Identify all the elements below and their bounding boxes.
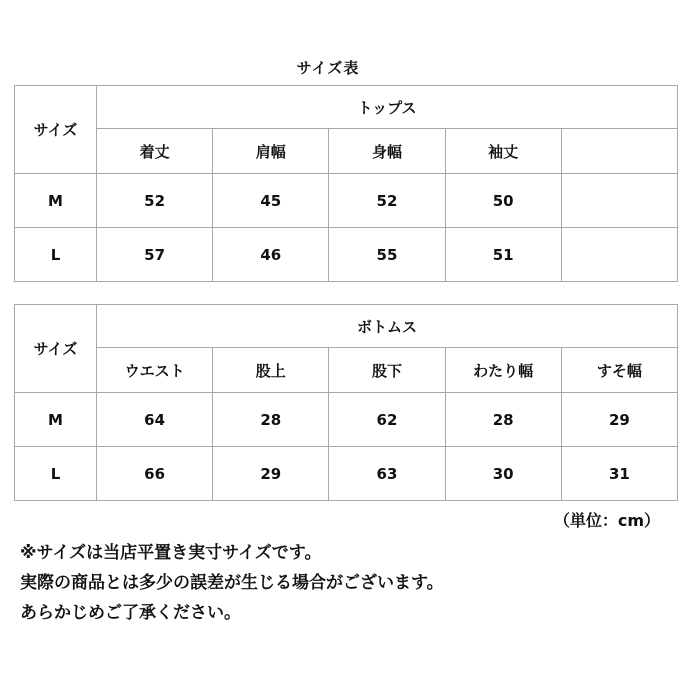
- column-header: 股下: [329, 348, 445, 393]
- value-cell: 52: [329, 174, 445, 228]
- table-row: [15, 174, 678, 228]
- column-header-row: [15, 348, 678, 393]
- value-cell: 28: [213, 393, 329, 447]
- column-header: 身幅: [329, 129, 445, 174]
- value-cell: [561, 174, 677, 228]
- tops-size-table: [14, 85, 678, 282]
- value-cell: 52: [97, 174, 213, 228]
- value-cell: 29: [561, 393, 677, 447]
- table-header-row: [15, 305, 678, 348]
- value-cell: 30: [445, 447, 561, 501]
- group-label-cell: トップス: [97, 86, 678, 129]
- size-label-cell: サイズ: [15, 86, 97, 174]
- table-row: [15, 447, 678, 501]
- column-header: 股上: [213, 348, 329, 393]
- column-header: 肩幅: [213, 129, 329, 174]
- column-header-row: [15, 129, 678, 174]
- value-cell: 57: [97, 228, 213, 282]
- value-cell: 46: [213, 228, 329, 282]
- column-header: ウエスト: [97, 348, 213, 393]
- value-cell: 55: [329, 228, 445, 282]
- note-line: 実際の商品とは多少の誤差が生じる場合がございます。: [20, 573, 444, 593]
- size-cell: L: [15, 228, 97, 282]
- value-cell: 29: [213, 447, 329, 501]
- size-cell: M: [15, 174, 97, 228]
- value-cell: [561, 228, 677, 282]
- bottoms-size-table: [14, 304, 678, 501]
- value-cell: 62: [329, 393, 445, 447]
- value-cell: 31: [561, 447, 677, 501]
- size-cell: L: [15, 447, 97, 501]
- value-cell: 50: [445, 174, 561, 228]
- column-header: [561, 129, 677, 174]
- group-label-cell: ボトムス: [97, 305, 678, 348]
- note-line: あらかじめご了承ください。: [20, 603, 241, 623]
- column-header: わたり幅: [445, 348, 561, 393]
- table-header-row: [15, 86, 678, 129]
- table-row: [15, 393, 678, 447]
- value-cell: 45: [213, 174, 329, 228]
- column-header: すそ幅: [561, 348, 677, 393]
- unit-note: （単位：cm）: [553, 511, 660, 530]
- size-label-cell: サイズ: [15, 305, 97, 393]
- value-cell: 64: [97, 393, 213, 447]
- value-cell: 28: [445, 393, 561, 447]
- value-cell: 66: [97, 447, 213, 501]
- value-cell: 63: [329, 447, 445, 501]
- column-header: 袖丈: [445, 129, 561, 174]
- size-notes: [20, 538, 680, 628]
- page-title: サイズ表: [296, 59, 360, 77]
- size-cell: M: [15, 393, 97, 447]
- column-header: 着丈: [97, 129, 213, 174]
- table-row: [15, 228, 678, 282]
- note-line: ※サイズは当店平置き実寸サイズです。: [20, 543, 322, 563]
- value-cell: 51: [445, 228, 561, 282]
